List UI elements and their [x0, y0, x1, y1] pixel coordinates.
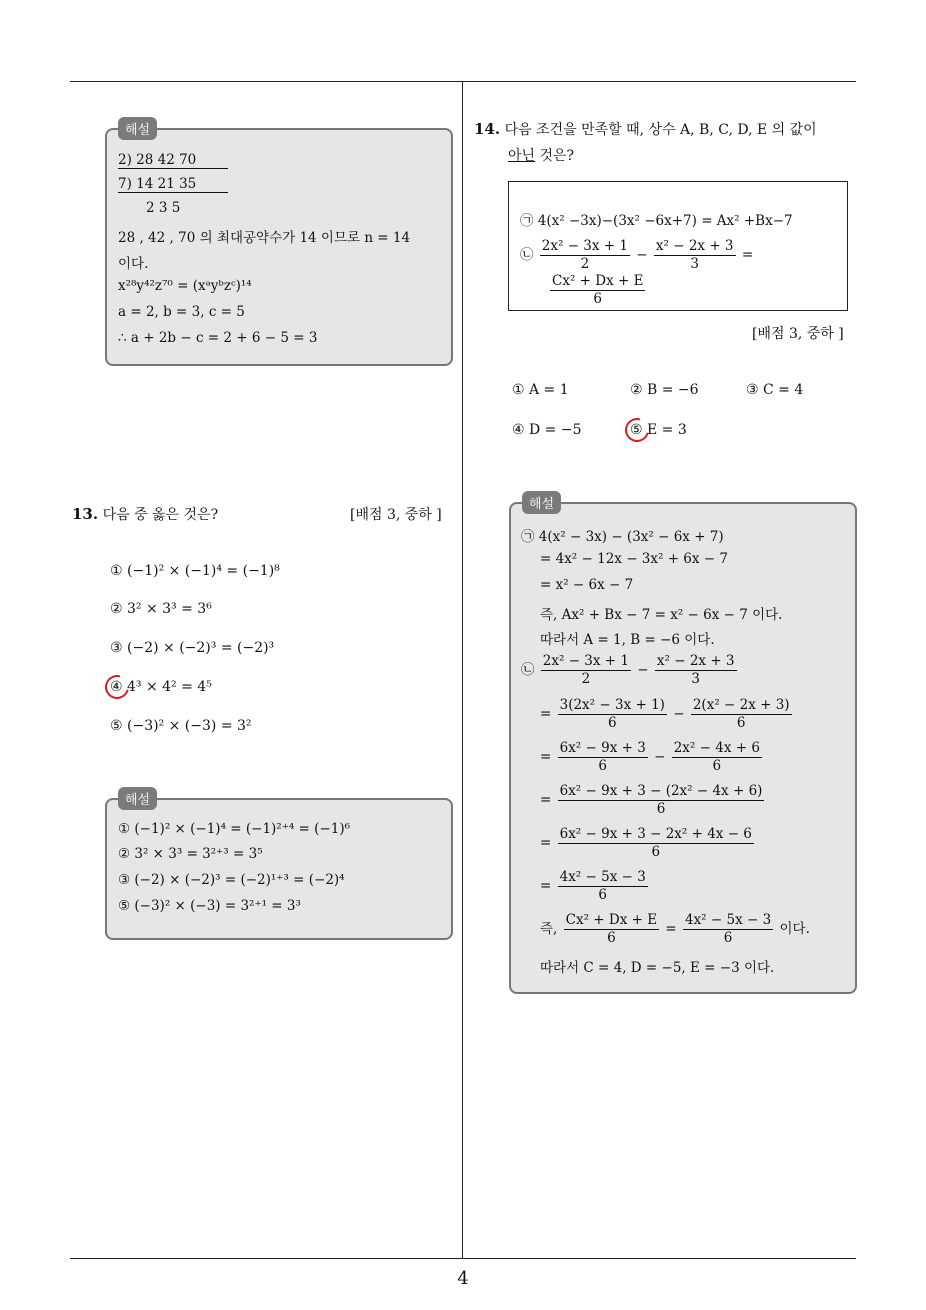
solution-tag-14: 해설 — [522, 491, 561, 514]
sol12-line: 2) 28 42 70 — [118, 152, 228, 169]
sol12-line: 2 3 5 — [146, 200, 181, 216]
question-13 — [72, 504, 218, 524]
q13-option-2[interactable]: ② 3² × 3³ = 3⁶ — [110, 601, 212, 617]
sol12-line: 28 , 42 , 70 의 최대공약수가 14 이므로 n = 14 — [118, 230, 411, 246]
sol13-line: ③ (−2) × (−2)³ = (−2)¹⁺³ = (−2)⁴ — [118, 872, 345, 888]
solution-box-13 — [105, 798, 453, 940]
solution-tag-13: 해설 — [118, 787, 157, 810]
sol12-line: ∴ a + 2b − c = 2 + 6 − 5 = 3 — [118, 330, 318, 346]
question-text: 다음 조건을 만족할 때, 상수 A, B, C, D, E 의 값이 — [504, 122, 817, 138]
q14-option-4[interactable]: ④ D = −5 — [512, 422, 582, 438]
sol12-line: a = 2, b = 3, c = 5 — [118, 304, 245, 320]
condition-2-rhs: $\frac{\text{Cx² + Dx + E}}{6}$ — [552, 273, 644, 307]
q14-option-1[interactable]: ① A = 1 — [512, 382, 569, 398]
top-rule — [70, 81, 856, 82]
condition-1: ㉠ 4(x² −3x)−(3x² −6x+7) = Ax² +Bx−7 — [520, 213, 793, 229]
sol12-line: x²⁸y⁴²z⁷⁰ = (xᵃyᵇzᶜ)¹⁴ — [118, 278, 252, 294]
sol13-line: ① (−1)² × (−1)⁴ = (−1)²⁺⁴ = (−1)⁶ — [118, 821, 350, 837]
question-14 — [474, 119, 817, 139]
q13-option-1[interactable]: ① (−1)² × (−1)⁴ = (−1)⁸ — [110, 563, 280, 579]
sol14-line: 따라서 A = 1, B = −6 이다. — [540, 632, 715, 648]
question-13-points: [배점 3, 중하 ] — [350, 507, 442, 523]
solution-tag-12: 해설 — [118, 117, 157, 140]
question-text: 다음 중 옳은 것은? — [102, 507, 219, 523]
sol14-line: = $\frac{\text{3(2x² − 3x + 1)}}{6}$ − $\frac{\text{2(x² − 2x + 3)}}{6}$ — [540, 697, 790, 731]
page-number: 4 — [457, 1268, 469, 1289]
question-14-points: [배점 3, 중하 ] — [752, 326, 844, 342]
sol14-line: = 4x² − 12x − 3x² + 6x − 7 — [540, 551, 728, 567]
q13-option-4[interactable]: ④ 4³ × 4² = 4⁵ — [110, 679, 212, 695]
question-number: 13. — [72, 505, 99, 523]
question-14-line2: 아닌 것은? — [508, 148, 575, 164]
sol14-line: = $\frac{\text{6x² − 9x + 3}}{6}$ − $\frac{\text{2x² − 4x + 6}}{6}$ — [540, 740, 760, 774]
answer-mark-circle — [101, 671, 134, 704]
q14-option-5[interactable]: ⑤ E = 3 — [630, 422, 687, 438]
q14-option-2[interactable]: ② B = −6 — [630, 382, 699, 398]
sol13-line: ⑤ (−3)² × (−3) = 3²⁺¹ = 3³ — [118, 898, 301, 914]
sol14-line: = $\frac{\text{6x² − 9x + 3 − (2x² − 4x + 6)}}{6}$ — [540, 783, 763, 817]
sol14-line: = x² − 6x − 7 — [540, 577, 634, 593]
sol14-line: 즉, Ax² + Bx − 7 = x² − 6x − 7 이다. — [540, 607, 783, 623]
emphasis-underline: 아닌 — [508, 148, 536, 164]
answer-mark-circle — [621, 414, 654, 447]
sol12-line: 7) 14 21 35 — [118, 176, 228, 193]
sol13-line: ② 3² × 3³ = 3²⁺³ = 3⁵ — [118, 846, 263, 862]
sol12-line: 이다. — [118, 256, 149, 272]
sol14-line: 즉, $\frac{\text{Cx² + Dx + E}}{6}$ = $\frac{\text{4x² − 5x − 3}}{6}$ 이다. — [540, 912, 810, 946]
sol14-line: ㉡ $\frac{\text{2x² − 3x + 1}}{2}$ − $\frac{\text{x² − 2x + 3}}{3}$ — [521, 653, 735, 687]
sol14-line: = $\frac{\text{6x² − 9x + 3 − 2x² + 4x − 6}}{6}$ — [540, 826, 752, 860]
sol14-line: = $\frac{\text{4x² − 5x − 3}}{6}$ — [540, 869, 646, 903]
bottom-rule — [70, 1258, 856, 1259]
question-number: 14. — [474, 120, 501, 138]
q14-option-3[interactable]: ③ C = 4 — [746, 382, 804, 398]
column-divider — [462, 82, 463, 1258]
q13-option-5[interactable]: ⑤ (−3)² × (−3) = 3² — [110, 718, 252, 734]
sol14-line: ㉠ 4(x² − 3x) − (3x² − 6x + 7) — [521, 529, 724, 545]
condition-2: ㉡ $\frac{\text{2x² − 3x + 1}}{2}$ − $\frac{\text{x² − 2x + 3}}{3}$ = — [520, 238, 754, 272]
q13-option-3[interactable]: ③ (−2) × (−2)³ = (−2)³ — [110, 640, 275, 656]
sol14-line: 따라서 C = 4, D = −5, E = −3 이다. — [540, 960, 775, 976]
